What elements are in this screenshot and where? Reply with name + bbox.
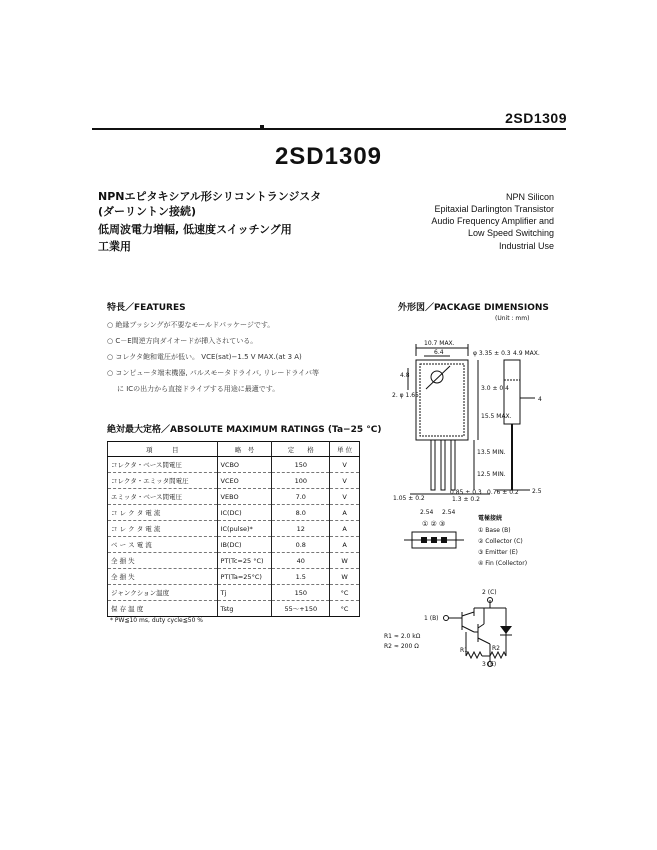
row-unit: W <box>330 553 360 569</box>
row-symbol: Tstg <box>217 601 272 617</box>
ratings-heading: 絶対最大定格／ABSOLUTE MAXIMUM RATINGS (Ta−25 °C) <box>107 425 382 435</box>
pin-legend-item: ① Base (B) <box>478 527 511 534</box>
emitter-label: 3 (E) <box>482 661 497 668</box>
row-symbol: PT(Tc=25 °C) <box>217 553 272 569</box>
dim-label: 1.3 ± 0.2 <box>452 496 480 503</box>
row-unit: A <box>330 537 360 553</box>
dim-label: 0.76 ± 0.2 <box>487 489 519 496</box>
pin-legend-item: ② Collector (C) <box>478 538 523 545</box>
table-row <box>108 601 360 617</box>
lead-2 <box>441 440 445 490</box>
row-item: コレクタ・ベース間電圧 <box>108 457 218 473</box>
ratings-note: * PW≦10 ms, duty cycle≦50 % <box>110 617 204 624</box>
feature-item-2: ○ C－E間逆方向ダイオードが挿入されている。 <box>107 337 258 345</box>
dim-label: 12.5 MIN. <box>477 471 506 478</box>
dim-label: 1.05 ± 0.2 <box>393 495 425 502</box>
row-unit: °C <box>330 601 360 617</box>
row-item: 全 損 失 <box>108 553 218 569</box>
pin-numbers: ① ② ③ <box>422 520 446 528</box>
dim-label: 2.5 <box>532 488 542 495</box>
package-drawing <box>380 328 580 538</box>
feature-item-4: ○ コンピュータ端末機器, パルスモータドライバ, リレードライバ等 <box>107 369 320 377</box>
table-row <box>108 537 360 553</box>
dim-label: 13.5 MIN. <box>477 449 506 456</box>
dim-label: φ 3.35 ± 0.3 <box>473 350 511 357</box>
en-desc-line-3: Audio Frequency Amplifier and <box>431 216 554 226</box>
ratings-header-row <box>108 442 360 457</box>
dim-label: 6.4 <box>434 349 444 356</box>
dim-label: 2.54 <box>420 509 434 516</box>
package-body <box>416 360 468 440</box>
row-symbol: VCBO <box>217 457 272 473</box>
package-unit: (Unit : mm) <box>495 315 530 322</box>
jp-desc-line-4: 工業用 <box>98 240 131 253</box>
header-mark <box>260 125 264 128</box>
row-symbol: IB(DC) <box>217 537 272 553</box>
row-item: ベ ー ス 電 流 <box>108 537 218 553</box>
row-unit: V <box>330 473 360 489</box>
table-row <box>108 473 360 489</box>
row-item: コレクタ・エミッタ間電圧 <box>108 473 218 489</box>
row-unit: V <box>330 457 360 473</box>
package-inner <box>420 364 464 436</box>
row-symbol: IC(DC) <box>217 505 272 521</box>
dim-label: 10.7 MAX. <box>424 340 455 347</box>
dim-label: 2. φ 1.65 <box>392 392 419 399</box>
header-rule <box>92 128 566 130</box>
mount-hole <box>431 371 443 383</box>
table-row <box>108 569 360 585</box>
pin-layout <box>404 530 464 554</box>
en-desc-line-2: Epitaxial Darlington Transistor <box>434 204 554 214</box>
row-item: エミッタ・ベース間電圧 <box>108 489 218 505</box>
feature-item-3: ○ コレクタ飽和電圧が低い。 VCE(sat)−1.5 V MAX.(at 3 A) <box>107 353 302 361</box>
row-value: 100 <box>272 473 330 489</box>
features-heading: 特長／FEATURES <box>107 303 186 313</box>
col-header-item: 項 目 <box>108 442 218 457</box>
row-value: 55～+150 <box>272 601 330 617</box>
collector-label: 2 (C) <box>482 589 497 596</box>
table-row <box>108 505 360 521</box>
col-header-symbol: 略 号 <box>217 442 272 457</box>
table-row <box>108 457 360 473</box>
circuit-diagram <box>380 586 530 670</box>
header-part-number: 2SD1309 <box>505 110 567 126</box>
dim-label: 4.8 <box>400 372 410 379</box>
terminal-base <box>444 616 449 621</box>
en-desc-line-5: Industrial Use <box>498 241 554 251</box>
en-desc-line-1: NPN Silicon <box>505 192 554 202</box>
row-item: 全 損 失 <box>108 569 218 585</box>
feature-item-1: ○ 絶縁ブッシングが不要なモールドパッケージです。 <box>107 321 275 329</box>
row-unit: A <box>330 505 360 521</box>
feature-item-5: に ICの出力から直接ドライブする用途に最適です。 <box>117 385 280 393</box>
col-header-value: 定 格 <box>272 442 330 457</box>
lead-3 <box>451 440 455 490</box>
jp-desc-line-2: (ダーリントン接続) <box>98 205 197 218</box>
row-value: 12 <box>272 521 330 537</box>
page-title: 2SD1309 <box>274 143 383 170</box>
r2-label: R2 <box>492 645 500 652</box>
table-row <box>108 489 360 505</box>
row-unit: V <box>330 489 360 505</box>
pin-legend-title: 電極接続 <box>478 515 503 522</box>
r1-label: R1 <box>460 647 468 654</box>
row-item: コ レ ク タ 電 流 <box>108 521 218 537</box>
dim-label: 3.0 ± 0.4 <box>481 385 509 392</box>
en-desc-line-4: Low Speed Switching <box>467 228 554 238</box>
r2-value: R2 ≈ 200 Ω <box>384 643 419 650</box>
package-heading: 外形図／PACKAGE DIMENSIONS <box>398 303 549 313</box>
dim-label: 15.5 MAX. <box>481 413 512 420</box>
row-item: コ レ ク タ 電 流 <box>108 505 218 521</box>
lead-1 <box>431 440 435 490</box>
row-value: 1.5 <box>272 569 330 585</box>
row-item: 保 存 温 度 <box>108 601 218 617</box>
jp-desc-line-1: NPNエピタキシアル形シリコントランジスタ <box>98 190 322 203</box>
row-value: 0.8 <box>272 537 330 553</box>
dim-label: 4 <box>538 396 542 403</box>
dim-label: 2.54 <box>442 509 456 516</box>
row-value: 150 <box>272 585 330 601</box>
table-row <box>108 521 360 537</box>
row-symbol: VEBO <box>217 489 272 505</box>
row-unit: W <box>330 569 360 585</box>
row-symbol: Tj <box>217 585 272 601</box>
row-symbol: PT(Ta=25°C) <box>217 569 272 585</box>
pin-3 <box>441 537 447 543</box>
base-label: 1 (B) <box>424 615 439 622</box>
table-row <box>108 585 360 601</box>
r1-value: R1 ≈ 2.0 kΩ <box>384 633 421 640</box>
row-value: 7.0 <box>272 489 330 505</box>
resistor-r2 <box>490 652 506 658</box>
diode <box>500 626 512 634</box>
dim-label: 4.9 MAX. <box>513 350 540 357</box>
pin-legend-item: ③ Emitter (E) <box>478 549 518 556</box>
pin-1 <box>421 537 427 543</box>
pin-legend-item: ④ Fin (Collector) <box>478 560 528 567</box>
row-value: 150 <box>272 457 330 473</box>
pin-2 <box>431 537 437 543</box>
row-unit: °C <box>330 585 360 601</box>
row-item: ジャンクション温度 <box>108 585 218 601</box>
row-symbol: VCEO <box>217 473 272 489</box>
ratings-table <box>107 441 360 617</box>
row-symbol: IC(pulse)* <box>217 521 272 537</box>
row-value: 40 <box>272 553 330 569</box>
col-header-unit: 単 位 <box>330 442 360 457</box>
row-value: 8.0 <box>272 505 330 521</box>
row-unit: A <box>330 521 360 537</box>
dim-label: 0.85 ± 0.3 <box>450 489 482 496</box>
jp-desc-line-3: 低周波電力増幅, 低速度スイッチング用 <box>98 223 292 236</box>
resistor-r1 <box>466 652 482 658</box>
table-row <box>108 553 360 569</box>
